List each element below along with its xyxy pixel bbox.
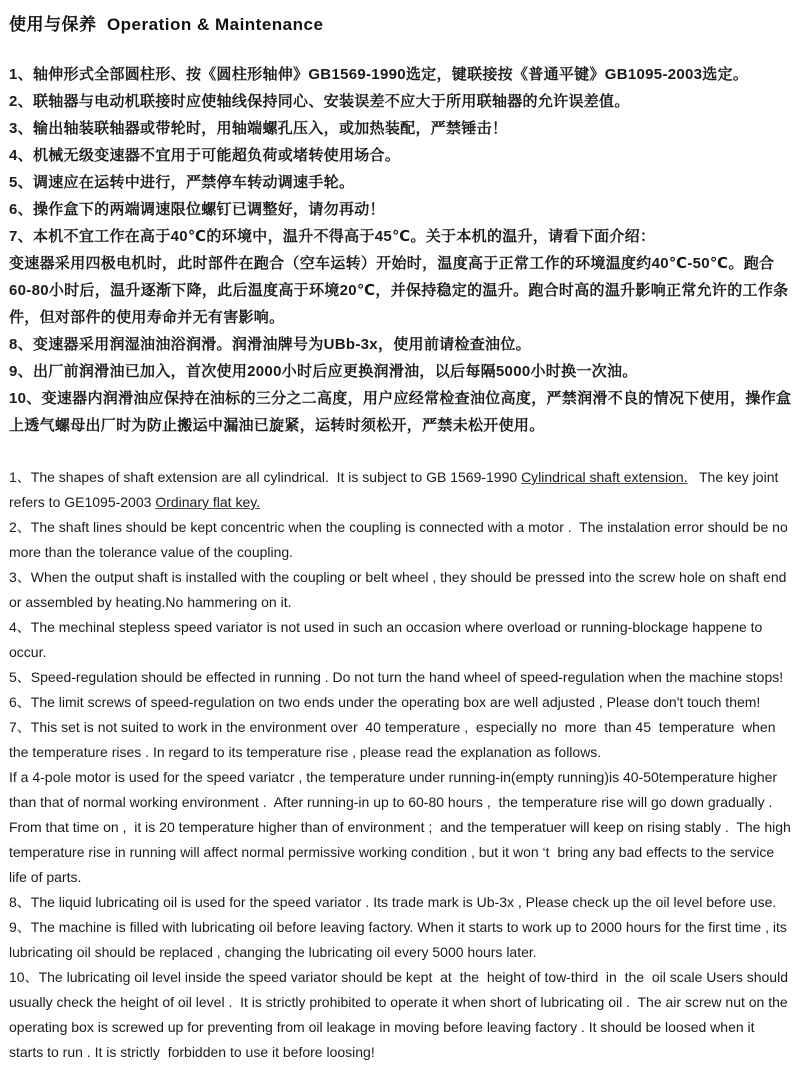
chinese-instructions-section (9, 61, 792, 439)
page-title: 使用与保养 Operation & Maintenance (9, 15, 324, 34)
list-item (9, 385, 792, 439)
list-item (9, 915, 792, 965)
text-segment: 变速器采用四极电机时，此时部件在跑合（空车运转）开始时，温度高于正常工作的环境温度约40℃-50℃。跑合60-80小时后，温升逐渐下降，此后温度高于环境20℃，并保持稳定的温升。跑合时高的温升影响正常允许的工作条件，但对部件的使用寿命并无有害影响。 (9, 255, 789, 326)
text-segment: 8、变速器采用润湿油油浴润滑。润滑油牌号为UBb-3x，使用前请检查油位。 (9, 336, 531, 353)
list-item (9, 765, 799, 890)
text-segment: 1、轴伸形式全部圆柱形、按《圆柱形轴伸》GB1569-1990选定，键联接按《普通平键》GB1095-2003选定。 (9, 66, 749, 83)
text-segment: 4、机械无级变速器不宜用于可能超负荷或堵转使用场合。 (9, 147, 401, 164)
text-segment: 6、The limit screws of speed-regulation on two ends under the operating box are well adjusted , Please don't touch them! (9, 694, 761, 710)
text-segment: 1、The shapes of shaft extension are all cylindrical. It is subject to GB 1569-1990 (9, 469, 522, 485)
text-segment: 9、出厂前润滑油已加入，首次使用2000小时后应更换润滑油，以后每隔5000小时换一次油。 (9, 363, 638, 380)
list-item (9, 61, 792, 88)
list-item (9, 88, 792, 115)
text-segment: If a 4-pole motor is used for the speed variatcr , the temperature under running-in(empty running)is 40-50temperature higher than that of normal working environment . After running-in up to 60-80 hours , the temperature rise will go down gradually . From that time on , it is 20 temperature higher than of environment ; and the temperatuer will keep on rising stably . The high temperature rise in running will affect normal permissive working condition , but it won ‘t bring any bad effects to the service life of parts. (9, 769, 799, 885)
list-item (9, 515, 792, 565)
list-item (9, 196, 792, 223)
text-segment: 7、本机不宜工作在高于40℃的环境中，温升不得高于45℃。关于本机的温升，请看下面介绍： (9, 228, 656, 245)
list-item (9, 565, 792, 615)
list-item (9, 965, 792, 1065)
english-instructions-section (9, 465, 799, 1065)
list-item (9, 358, 792, 385)
list-item (9, 223, 792, 250)
list-item (9, 142, 792, 169)
list-item (9, 715, 792, 765)
list-item (9, 169, 792, 196)
text-segment: 5、调速应在运转中进行，严禁停车转动调速手轮。 (9, 174, 355, 191)
list-item (9, 465, 792, 515)
text-segment: 4、The mechinal stepless speed variator is not used in such an occasion where overload or running-blockage happene to occur. (9, 619, 767, 660)
text-segment: 6、操作盒下的两端调速限位螺钉已调整好，请勿再动！ (9, 201, 385, 218)
text-segment: 10、The lubricating oil level inside the speed variator should be kept at the height of tow-third in the oil scale Users should usually check the height of oil level . It is strictly prohibited to operate it when short of lubricating oil . The air screw nut on the operating box is screwed up for preventing from oil leakage in moving before leaving factory . It should be loosed when it starts to run . It is strictly forbidden to use it before loosing! (9, 969, 792, 1060)
list-item (9, 665, 792, 690)
text-segment: The key joint refers to GE1095-2003 (9, 469, 783, 510)
text-segment: 9、The machine is filled with lubricating oil before leaving factory. When it starts to work up to 2000 hours for the first time , its lubricating oil should be replaced , changing the lubricating oil every 5000 hours later. (9, 919, 791, 960)
text-segment: 10、变速器内润滑油应保持在油标的三分之二高度，用户应经常检查油位高度，严禁润滑不良的情况下使用，操作盒上透气螺母出厂时为防止搬运中漏油已旋紧，运转时须松开，严禁未松开使用。 (9, 390, 792, 434)
text-segment: 2、The shaft lines should be kept concentric when the coupling is connected with a motor . The instalation error should be no more than the tolerance value of the coupling. (9, 519, 792, 560)
text-segment: 3、When the output shaft is installed with the coupling or belt wheel , they should be pressed into the screw hole on shaft end or assembled by heating.No hammering on it. (9, 569, 791, 610)
list-item (9, 331, 792, 358)
text-segment: 2、联轴器与电动机联接时应使轴线保持同心、安装误差不应大于所用联轴器的允许误差值。 (9, 93, 630, 110)
text-segment: 7、This set is not suited to work in the environment over 40 temperature , especially no more than 45 temperature when the temperature rises . In regard to its temperature rise , please read the explanation as follows. (9, 719, 780, 760)
list-item (9, 615, 792, 665)
list-item (9, 250, 792, 331)
list-item (9, 115, 792, 142)
text-segment: 8、The liquid lubricating oil is used for the speed variator . Its trade mark is Ub-3x , Please check up the oil level before use. (9, 894, 777, 910)
underlined-text: Cylindrical shaft extension. (521, 469, 688, 485)
list-item (9, 890, 792, 915)
list-item (9, 690, 792, 715)
text-segment: 5、Speed-regulation should be effected in running . Do not turn the hand wheel of speed-regulation when the machine stops! (9, 669, 784, 685)
text-segment: 3、输出轴装联轴器或带轮时，用轴端螺孔压入，或加热装配，严禁锤击！ (9, 120, 508, 137)
underlined-text: Ordinary flat key. (155, 494, 261, 510)
